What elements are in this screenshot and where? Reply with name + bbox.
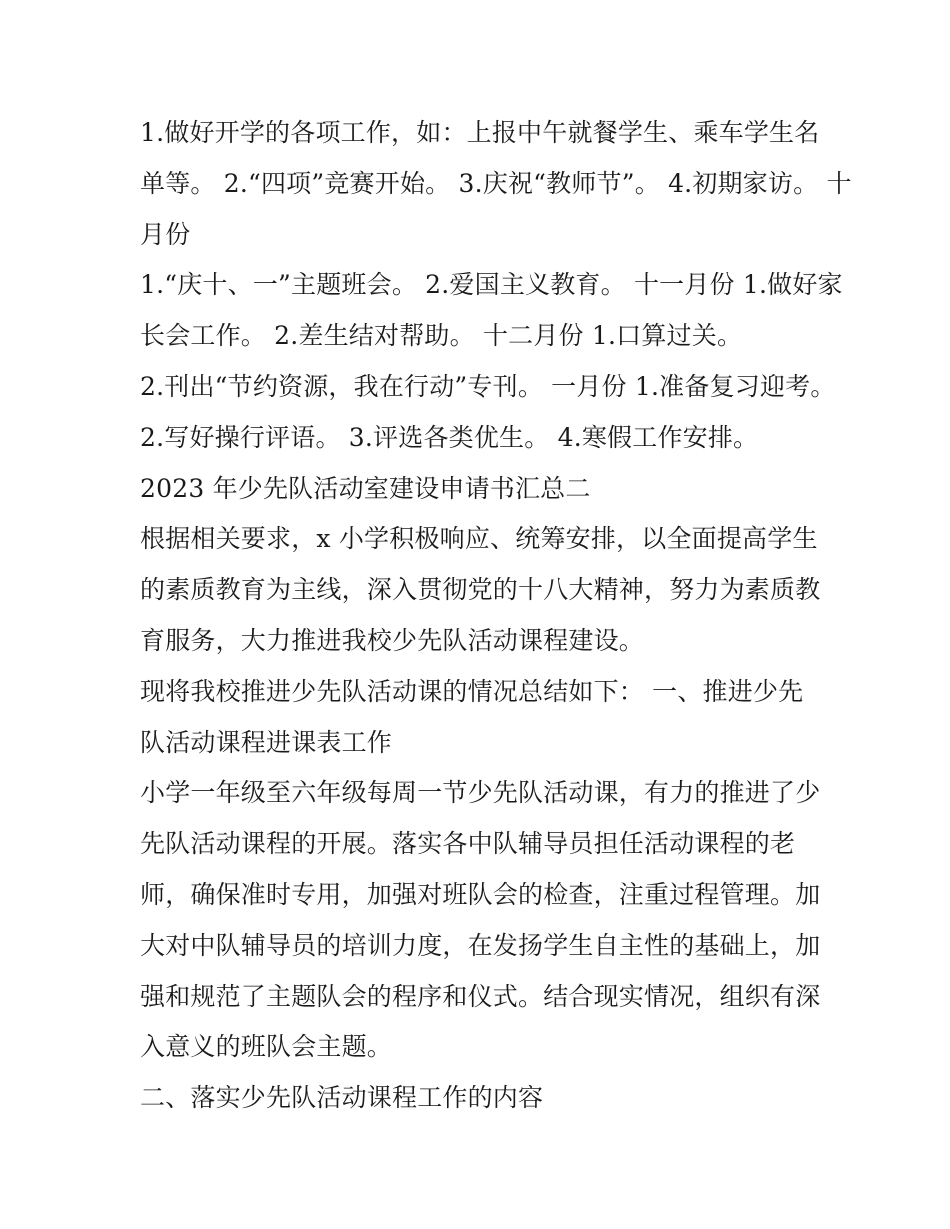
section-heading: 二、落实少先队活动课程工作的内容 [140,1083,544,1113]
text-line: 单等。 2.“四项”竞赛开始。 3.庆祝“教师节”。 4.初期家访。 十 [140,168,852,198]
text-line: 大对中队辅导员的培训力度，在发扬学生自主性的基础上，加 [140,930,821,960]
text-line: 先队活动课程的开展。落实各中队辅导员担任活动课程的老 [140,829,796,859]
text-line: 现将我校推进少先队活动课的情况总结如下： 一、推进少先 [140,676,804,706]
text-line: 2.刊出“节约资源，我在行动”专刊。 一月份 1.准备复习迎考。 [140,371,836,401]
section-heading: 2023 年少先队活动室建设申请书汇总二 [140,473,591,503]
text-line: 1.“庆十、一”主题班会。 2.爱国主义教育。 十一月份 1.做好家 [140,270,843,300]
text-line: 小学一年级至六年级每周一节少先队活动课，有力的推进了少 [140,778,821,808]
document-body [140,108,852,1124]
text-line: 强和规范了主题队会的程序和仪式。结合现实情况，组织有深 [140,981,821,1011]
text-line: 1.做好开学的各项工作，如：上报中午就餐学生、乘车学生名 [140,118,820,147]
text-line: 2.写好操行评语。 3.评选各类优生。 4.寒假工作安排。 [140,422,759,452]
text-line: 育服务，大力推进我校少先队活动课程建设。 [140,625,645,655]
text-line: 根据相关要求，x 小学积极响应、统筹安排，以全面提高学生 [140,524,818,554]
text-line: 入意义的班队会主题。 [140,1032,393,1062]
text-line: 队活动课程进课表工作 [140,727,393,757]
text-line: 长会工作。 2.差生结对帮助。 十二月份 1.口算过关。 [140,321,743,351]
text-line: 月份 [140,219,191,249]
text-line: 的素质教育为主线，深入贯彻党的十八大精神，努力为素质教 [140,575,821,605]
text-line: 师，确保准时专用，加强对班队会的检查，注重过程管理。加 [140,879,821,909]
